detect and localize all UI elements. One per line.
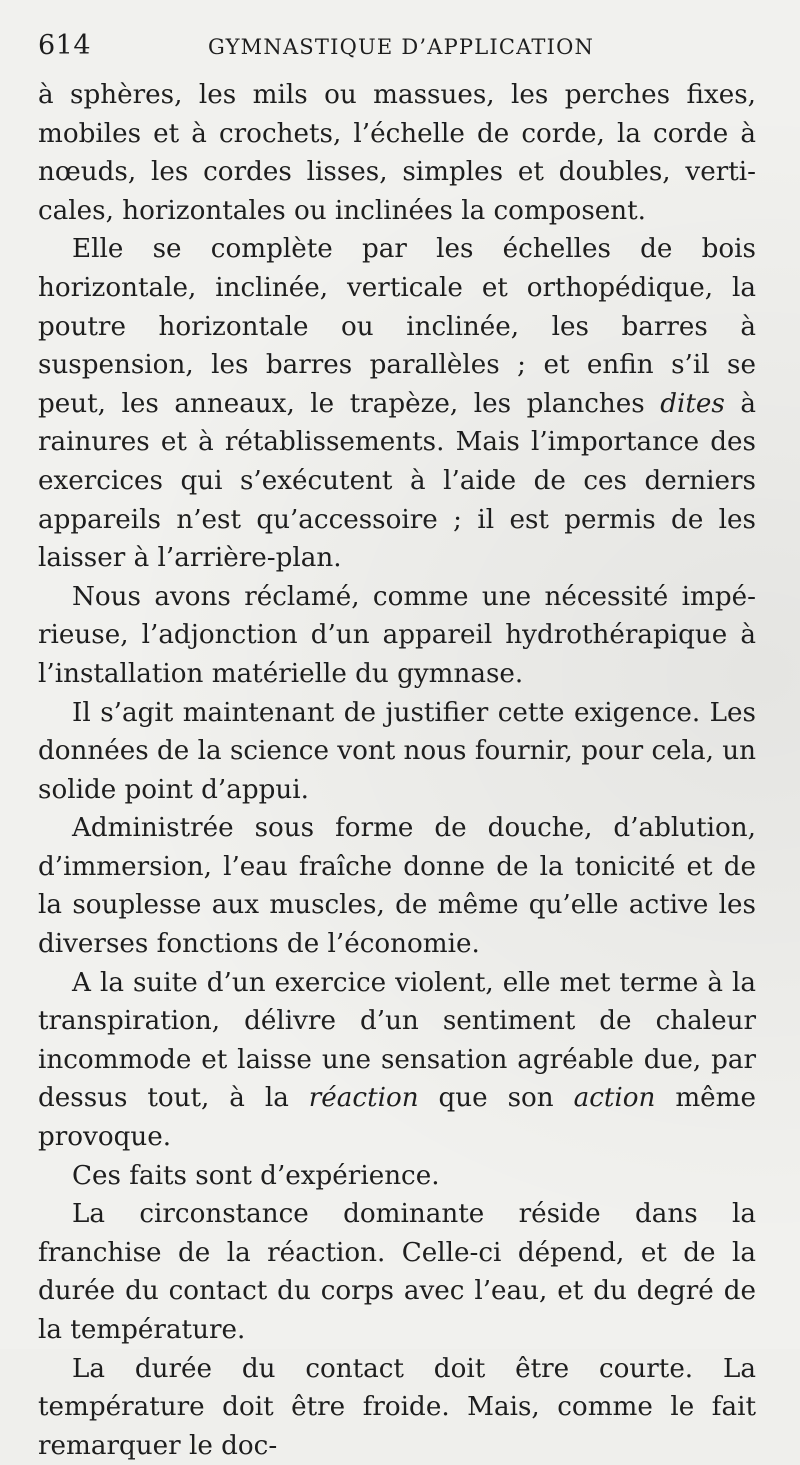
paragraph: à sphères, les mils ou massues, les perches fixes, mobiles et à crochets, l’échelle de corde, la corde à nœuds, les cordes lisses, simples et doubles, verticales, horizontales ou inclinées la composent. xyxy=(38,80,756,226)
paragraph: A la suite d’un exercice violent, elle met terme à la transpiration, délivre d’un sentiment de chaleur incommode et laisse une sensation agréable due, par dessus tout, à la réaction que son action même provoque. xyxy=(38,967,757,1153)
paragraph: La durée du contact doit être courte. La température doit être froide. Mais, comme le fait remarquer le doc- xyxy=(38,1353,756,1461)
running-head: GYMNASTIQUE D’APPLICATION xyxy=(208,35,595,59)
page-number: 614 xyxy=(38,30,92,61)
paragraph: Nous avons réclamé, comme une nécessité impérieuse, l’adjonction d’un appareil hydrothérapique à l’installation matérielle du gymnase. xyxy=(38,581,756,689)
paragraph: Ces faits sont d’expérience. xyxy=(72,1160,440,1191)
paragraph: Administrée sous forme de douche, d’ablution, d’immersion, l’eau fraîche donne de la tonicité et de la souplesse aux muscles, de même qu’elle active les diverses fonctions de l’économie. xyxy=(38,813,756,960)
page-header xyxy=(38,30,756,74)
paragraph: La circonstance dominante réside dans la franchise de la réaction. Celle-ci dépend, et de la durée du contact du corps avec l’eau, et du degré de la température. xyxy=(38,1199,756,1345)
body-text xyxy=(38,76,756,1465)
paragraph: Elle se complète par les échelles de bois horizontale, inclinée, verticale et orthopédique, la poutre horizontale ou inclinée, les barres à suspension, les barres parallèles ; et enfin s’il se peut, les anneaux, le trapèze, les planches dites à rainures et à rétablissements. Mais l’importance des exercices qui s’exécutent à l’aide de ces derniers appareils n’est qu’accessoire ; il est permis de les laisser à l’arrière-plan. xyxy=(38,234,757,574)
paragraph: Il s’agit maintenant de justifier cette exigence. Les données de la science vont nous fournir, pour cela, un solide point d’appui. xyxy=(38,697,756,805)
